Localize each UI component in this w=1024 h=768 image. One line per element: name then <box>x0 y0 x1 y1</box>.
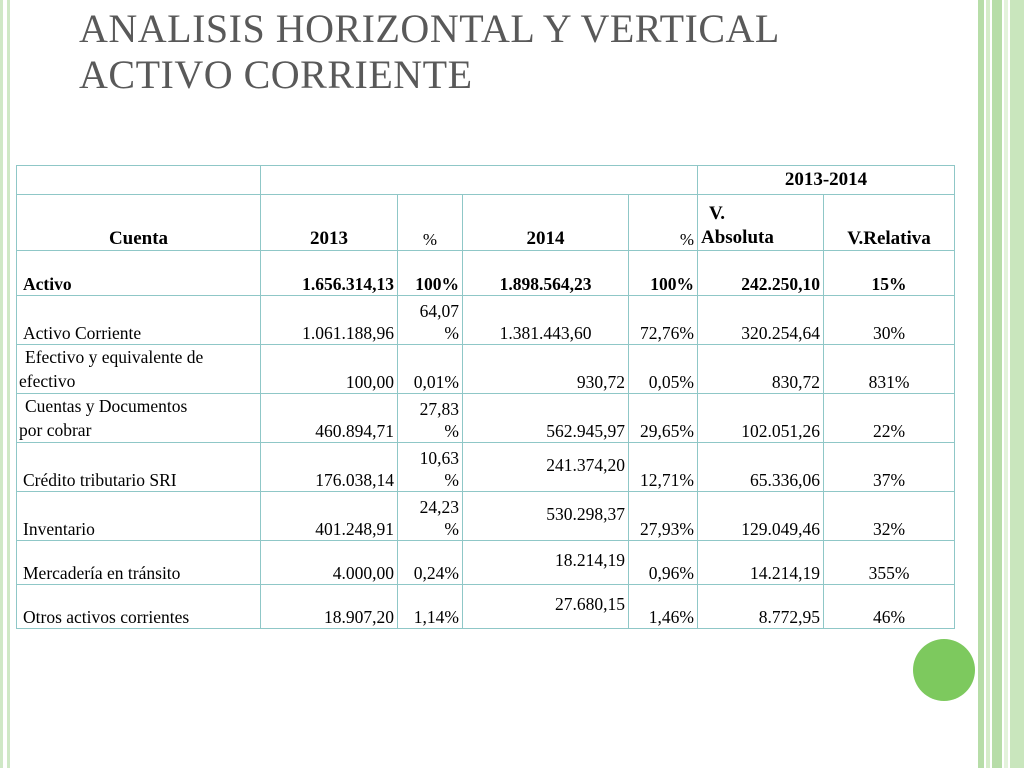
header-2014: 2014 <box>463 195 629 251</box>
cell-pct-2014: 0,05% <box>629 345 698 394</box>
cell-2014: 562.945,97 <box>463 394 629 443</box>
cell-v-relativa: 355% <box>824 541 955 585</box>
period-header-row <box>17 166 955 195</box>
cell-cuenta <box>17 345 261 394</box>
cell-v-absoluta: 102.051,26 <box>698 394 824 443</box>
period-header: 2013-2014 <box>698 166 955 195</box>
cell-pct-2014: 100% <box>629 251 698 296</box>
header-v-absoluta-line-2: Absoluta <box>701 227 774 248</box>
cell-v-absoluta: 65.336,06 <box>698 443 824 492</box>
slide-title-line-1: ANALISIS HORIZONTAL Y VERTICAL <box>79 6 780 51</box>
right-decorative-band <box>1010 0 1024 768</box>
cell-v-relativa: 46% <box>824 585 955 629</box>
cell-v-absoluta: 830,72 <box>698 345 824 394</box>
column-header-row <box>17 195 955 251</box>
cell-pct-2013 <box>398 394 463 443</box>
slide-title <box>79 6 959 98</box>
table-row <box>17 345 955 394</box>
cell-pct-2014: 29,65% <box>629 394 698 443</box>
cell-cuenta: Activo <box>17 251 261 296</box>
cell-2013: 4.000,00 <box>261 541 398 585</box>
cell-pct-2013-part-2: % <box>444 323 459 343</box>
cell-v-absoluta: 320.254,64 <box>698 296 824 345</box>
financial-analysis-table <box>16 165 955 629</box>
cell-pct-2013: 100% <box>398 251 463 296</box>
right-decorative-band <box>986 0 990 768</box>
right-decorative-band <box>992 0 1002 768</box>
header-v-relativa: V.Relativa <box>824 195 955 251</box>
cell-pct-2013-part-1: 64,07 <box>419 301 459 321</box>
cell-2014: 930,72 <box>463 345 629 394</box>
cell-pct-2013: 0,01% <box>398 345 463 394</box>
header-pct-2013: % <box>398 195 463 251</box>
cell-2013: 18.907,20 <box>261 585 398 629</box>
cell-v-relativa: 37% <box>824 443 955 492</box>
cell-pct-2013: 1,14% <box>398 585 463 629</box>
cell-2013: 1.656.314,13 <box>261 251 398 296</box>
cell-v-absoluta: 8.772,95 <box>698 585 824 629</box>
cell-pct-2014: 12,71% <box>629 443 698 492</box>
left-border-line <box>0 0 3 768</box>
cell-pct-2013 <box>398 492 463 541</box>
right-decorative-band <box>1004 0 1008 768</box>
header-v-absoluta <box>698 195 824 251</box>
cell-cuenta: Otros activos corrientes <box>17 585 261 629</box>
cell-pct-2014: 27,93% <box>629 492 698 541</box>
left-border-line <box>7 0 10 768</box>
cell-cuenta-line-2: efectivo <box>19 371 76 391</box>
right-decorative-band <box>978 0 984 768</box>
empty-header-cell <box>261 166 698 195</box>
table-row <box>17 251 955 296</box>
cell-pct-2014: 1,46% <box>629 585 698 629</box>
table-row <box>17 443 955 492</box>
cell-cuenta <box>17 394 261 443</box>
cell-pct-2013 <box>398 443 463 492</box>
cell-2014: 1.898.564,23 <box>463 251 629 296</box>
cell-pct-2013-part-2: % <box>444 470 459 490</box>
cell-cuenta: Crédito tributario SRI <box>17 443 261 492</box>
cell-2013: 401.248,91 <box>261 492 398 541</box>
cell-pct-2013-part-1: 10,63 <box>419 448 459 468</box>
table-row <box>17 394 955 443</box>
cell-v-absoluta: 129.049,46 <box>698 492 824 541</box>
cell-pct-2014: 72,76% <box>629 296 698 345</box>
cell-pct-2013 <box>398 296 463 345</box>
table-row <box>17 296 955 345</box>
cell-pct-2013-part-1: 27,83 <box>419 399 459 419</box>
cell-cuenta: Mercadería en tránsito <box>17 541 261 585</box>
cell-v-relativa: 22% <box>824 394 955 443</box>
cell-pct-2013: 0,24% <box>398 541 463 585</box>
cell-v-relativa: 831% <box>824 345 955 394</box>
cell-2014: 27.680,15 <box>463 585 629 629</box>
cell-cuenta-line-2: por cobrar <box>19 420 92 440</box>
cell-2014: 18.214,19 <box>463 541 629 585</box>
table-row <box>17 492 955 541</box>
cell-v-absoluta: 14.214,19 <box>698 541 824 585</box>
cell-pct-2013-part-2: % <box>444 421 459 441</box>
cell-v-relativa: 30% <box>824 296 955 345</box>
cell-2013: 1.061.188,96 <box>261 296 398 345</box>
empty-header-cell <box>17 166 261 195</box>
slide-title-line-2: ACTIVO CORRIENTE <box>79 52 473 97</box>
header-pct-2014: % <box>629 195 698 251</box>
cell-cuenta: Activo Corriente <box>17 296 261 345</box>
cell-cuenta-line-1: Cuentas y Documentos <box>25 396 188 416</box>
cell-v-relativa: 15% <box>824 251 955 296</box>
cell-pct-2014: 0,96% <box>629 541 698 585</box>
cell-pct-2013-part-1: 24,23 <box>419 497 459 517</box>
header-cuenta: Cuenta <box>17 195 261 251</box>
green-circle-decoration <box>913 639 975 701</box>
cell-cuenta: Inventario <box>17 492 261 541</box>
cell-2013: 176.038,14 <box>261 443 398 492</box>
cell-2013: 460.894,71 <box>261 394 398 443</box>
cell-2013: 100,00 <box>261 345 398 394</box>
table-row <box>17 541 955 585</box>
cell-pct-2013-part-2: % <box>444 519 459 539</box>
cell-2014: 241.374,20 <box>463 443 629 492</box>
cell-v-absoluta: 242.250,10 <box>698 251 824 296</box>
header-2013: 2013 <box>261 195 398 251</box>
cell-v-relativa: 32% <box>824 492 955 541</box>
cell-2014: 1.381.443,60 <box>463 296 629 345</box>
header-v-absoluta-line-1: V. <box>709 203 726 224</box>
cell-2014: 530.298,37 <box>463 492 629 541</box>
table-row <box>17 585 955 629</box>
cell-cuenta-line-1: Efectivo y equivalente de <box>25 347 204 367</box>
